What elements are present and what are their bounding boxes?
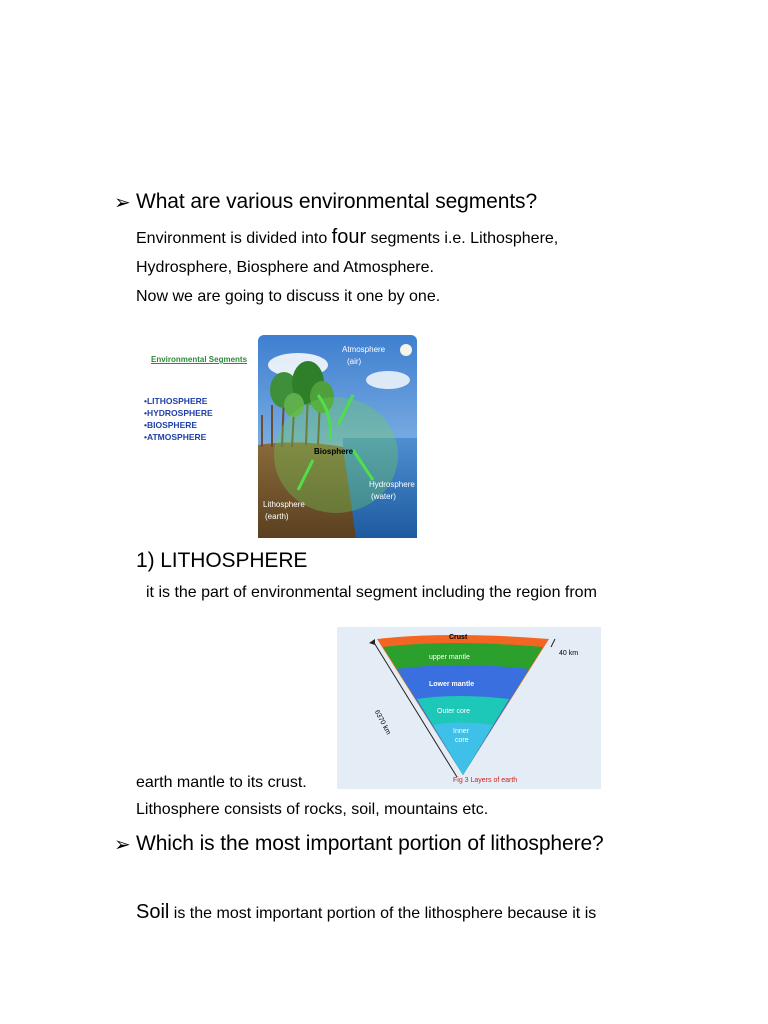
question-heading-2: Which is the most important portion of lithosphere?: [136, 832, 604, 855]
layer-label-lower-mantle: Lower mantle: [429, 681, 475, 688]
label-water: (water): [371, 492, 396, 501]
label-earth: (earth): [265, 512, 289, 521]
soil-paragraph: [136, 902, 596, 924]
label-lithosphere: Lithosphere: [263, 500, 305, 509]
depth-label-6370km: 6370 km: [372, 709, 392, 737]
segment-list-item-hydrosphere: •HYDROSPHERE: [144, 408, 213, 418]
earth-layers-figure: [337, 627, 601, 789]
soil-paragraph-text: is the most important portion of the lithosphere because it is: [169, 905, 597, 922]
lithosphere-description-line-1: it is the part of environmental segment including the region from: [146, 584, 597, 601]
segment-list-item-atmosphere: •ATMOSPHERE: [144, 432, 207, 442]
layer-label-crust: Crust: [449, 634, 468, 641]
intro-line-3: Now we are going to discuss it one by one.: [136, 288, 441, 305]
arrowhead-bullet-icon: ➢: [114, 192, 131, 214]
label-hydrosphere: Hydrosphere: [369, 480, 415, 489]
layer-label-core: core: [455, 737, 469, 744]
lithosphere-description-line-2: earth mantle to its crust.: [136, 774, 307, 791]
segment-list-item-biosphere: •BIOSPHERE: [144, 420, 198, 430]
segment-list-item-lithosphere: •LITHOSPHERE: [144, 396, 208, 406]
intro-line-2: Hydrosphere, Biosphere and Atmosphere.: [136, 259, 434, 276]
label-air: (air): [347, 357, 362, 366]
label-biosphere: Biosphere: [314, 447, 354, 456]
layer-label-outer-core: Outer core: [437, 708, 471, 715]
section-heading-lithosphere: 1) LITHOSPHERE: [136, 549, 308, 572]
intro-line-1: [136, 227, 558, 249]
layer-label-inner: Inner: [453, 728, 469, 735]
label-atmosphere: Atmosphere: [342, 345, 386, 354]
intro-line-1-start: Environment is divided into: [136, 230, 332, 247]
question-heading-1: What are various environmental segments?: [136, 190, 538, 213]
intro-emphasis-four: four: [331, 226, 367, 248]
arrowhead-bullet-icon: ➢: [114, 834, 131, 856]
environmental-segments-figure: [137, 335, 417, 538]
figure-title: Environmental Segments: [151, 355, 248, 364]
figure-caption: Fig 3 Layers of earth: [453, 777, 518, 784]
intro-line-1-end: segments i.e. Lithosphere,: [366, 230, 559, 247]
layer-label-upper-mantle: upper mantle: [429, 654, 470, 661]
depth-label-40km: 40 km: [559, 650, 579, 657]
lithosphere-description-line-3: Lithosphere consists of rocks, soil, mountains etc.: [136, 801, 489, 818]
soil-lead-word: Soil: [136, 901, 170, 923]
